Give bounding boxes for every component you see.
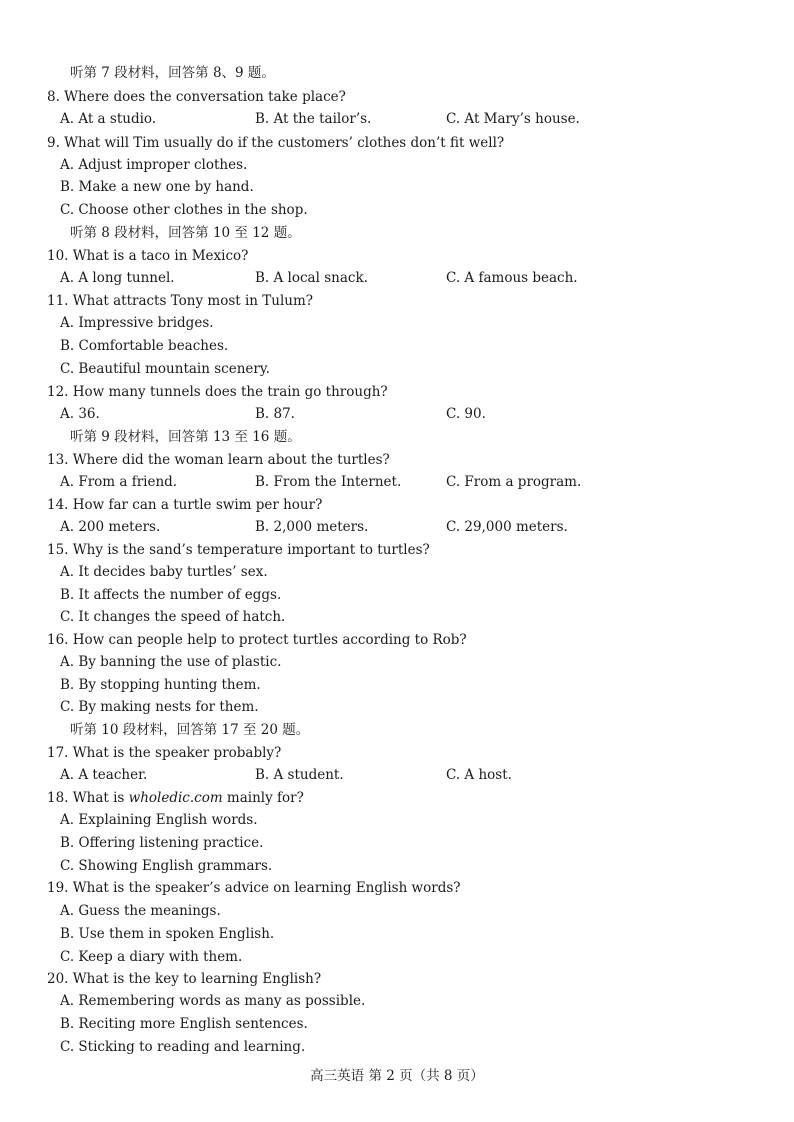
question-9-stem: 9. What will Tim usually do if the customers’ clothes don’t fit well? [47,135,505,151]
question-13-stem: 13. Where did the woman learn about the turtles? [47,452,390,468]
section-header-8: 听第 8 段材料，回答第 10 至 12 题。 [70,225,301,241]
question-8-option-c: C. At Mary’s house. [446,111,580,127]
question-11-option-a: A. Impressive bridges. [60,315,214,331]
question-18-stem-suffix: mainly for? [222,790,304,806]
website-name: wholedic.com [128,790,223,806]
question-14-stem: 14. How far can a turtle swim per hour? [47,497,323,513]
question-9-option-c: C. Choose other clothes in the shop. [60,202,308,218]
question-20-stem: 20. What is the key to learning English? [47,971,322,987]
page-footer: 高三英语 第 2 页（共 8 页） [310,1068,484,1084]
question-11-option-b: B. Comfortable beaches. [60,338,229,354]
question-20-option-a: A. Remembering words as many as possible. [60,993,366,1009]
question-9-option-b: B. Make a new one by hand. [60,179,254,195]
question-15-option-c: C. It changes the speed of hatch. [60,609,286,625]
question-12-option-b: B. 87. [255,406,295,422]
question-17-option-c: C. A host. [446,767,512,783]
question-13-option-c: C. From a program. [446,474,582,490]
question-13-option-a: A. From a friend. [60,474,178,490]
question-8-stem: 8. Where does the conversation take place? [47,89,346,105]
section-header-9: 听第 9 段材料，回答第 13 至 16 题。 [70,429,301,445]
question-16-option-c: C. By making nests for them. [60,699,259,715]
question-17-option-a: A. A teacher. [60,767,148,783]
question-16-option-a: A. By banning the use of plastic. [60,654,282,670]
question-12-option-a: A. 36. [60,406,100,422]
question-14-option-a: A. 200 meters. [60,519,161,535]
question-19-option-c: C. Keep a diary with them. [60,949,243,965]
question-11-option-c: C. Beautiful mountain scenery. [60,361,270,377]
question-15-option-a: A. It decides baby turtles’ sex. [60,564,268,580]
question-19-stem: 19. What is the speaker’s advice on learning English words? [47,880,461,896]
question-10-option-b: B. A local snack. [255,270,368,286]
question-10-stem: 10. What is a taco in Mexico? [47,248,249,264]
question-16-stem: 16. How can people help to protect turtles according to Rob? [47,632,467,648]
question-20-option-c: C. Sticking to reading and learning. [60,1039,306,1055]
question-12-option-c: C. 90. [446,406,486,422]
question-18-option-a: A. Explaining English words. [60,812,258,828]
question-10-option-a: A. A long tunnel. [60,270,175,286]
question-17-option-b: B. A student. [255,767,344,783]
section-header-7: 听第 7 段材料，回答第 8、9 题。 [70,65,275,81]
question-20-option-b: B. Reciting more English sentences. [60,1016,308,1032]
question-16-option-b: B. By stopping hunting them. [60,677,261,693]
question-18-stem-prefix: 18. What is [47,790,129,806]
question-10-option-c: C. A famous beach. [446,270,578,286]
question-8-option-b: B. At the tailor’s. [255,111,372,127]
question-14-option-b: B. 2,000 meters. [255,519,369,535]
question-15-option-b: B. It affects the number of eggs. [60,587,282,603]
question-17-stem: 17. What is the speaker probably? [47,745,282,761]
question-8-option-a: A. At a studio. [60,111,157,127]
question-13-option-b: B. From the Internet. [255,474,402,490]
question-18-stem [47,789,304,807]
question-18-option-c: C. Showing English grammars. [60,858,273,874]
section-header-10: 听第 10 段材料，回答第 17 至 20 题。 [70,722,310,738]
question-14-option-c: C. 29,000 meters. [446,519,568,535]
question-12-stem: 12. How many tunnels does the train go through? [47,384,388,400]
question-19-option-a: A. Guess the meanings. [60,903,221,919]
question-9-option-a: A. Adjust improper clothes. [60,157,248,173]
question-11-stem: 11. What attracts Tony most in Tulum? [47,293,314,309]
question-18-option-b: B. Offering listening practice. [60,835,264,851]
question-19-option-b: B. Use them in spoken English. [60,926,275,942]
question-15-stem: 15. Why is the sand’s temperature important to turtles? [47,542,430,558]
